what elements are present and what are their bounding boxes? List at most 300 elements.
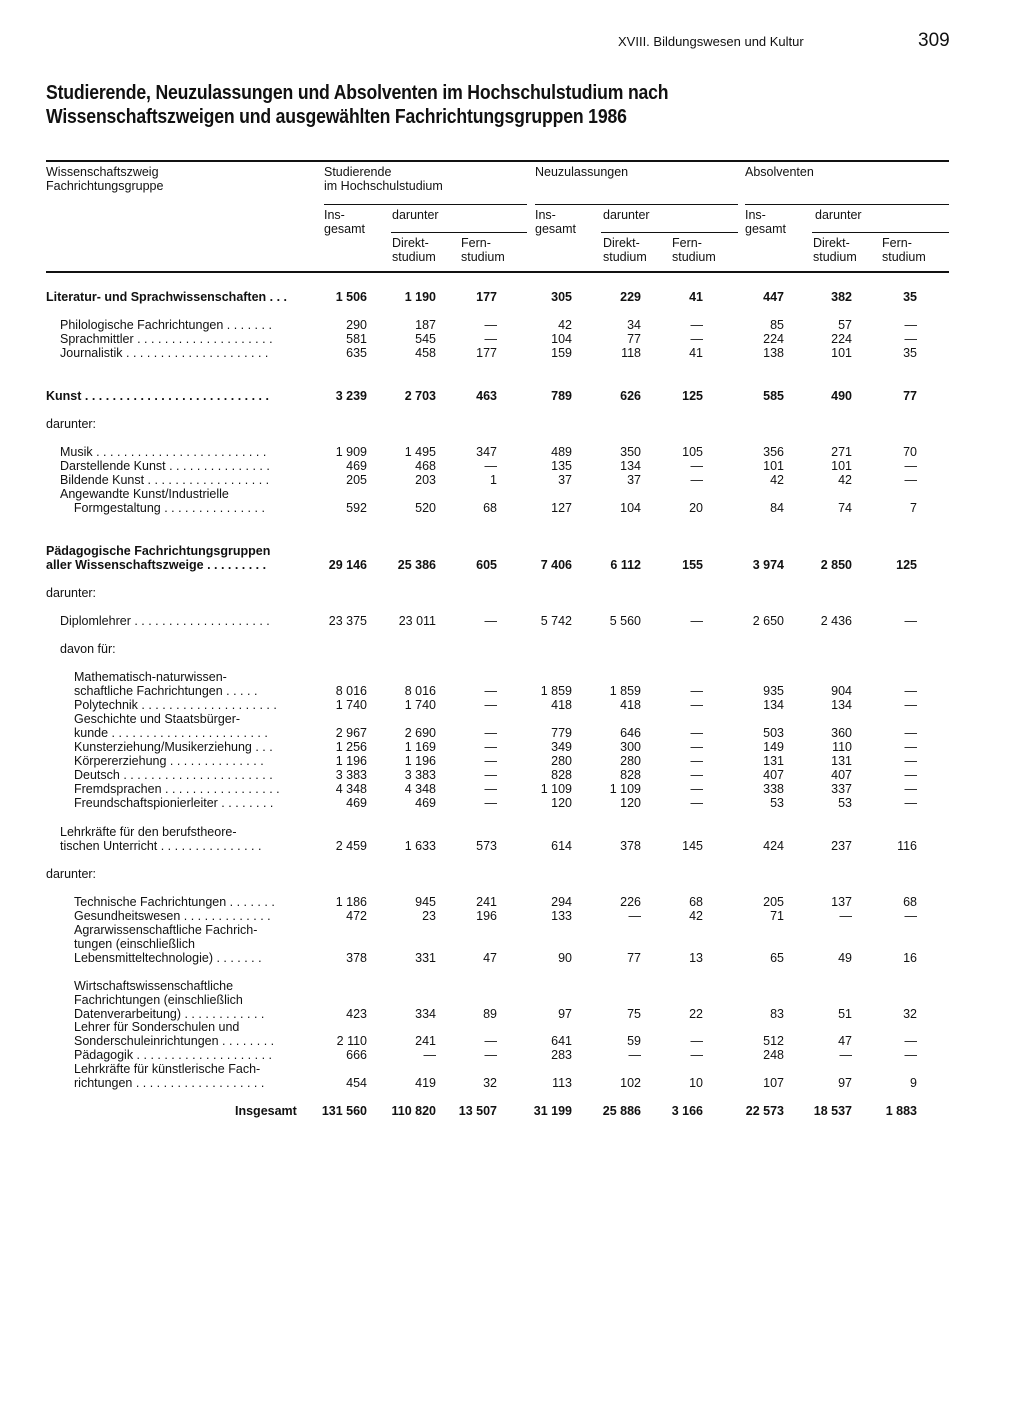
row-label: Lehrkräfte für den berufstheore- <box>60 825 237 839</box>
rule-group-2 <box>745 204 949 205</box>
cell-value: 107 <box>763 1076 784 1090</box>
row-label: Lehrkräfte für künstlerische Fach- <box>74 1062 261 1076</box>
title-line-2: Wissenschaftszweigen und ausgewählten Fachrichtungsgruppen 1986 <box>46 105 627 128</box>
cell-value: 5 560 <box>609 614 641 628</box>
cell-value: 331 <box>415 951 436 965</box>
cell-value: 196 <box>476 909 497 923</box>
cell-value: — <box>484 1048 497 1062</box>
cell-value: 51 <box>838 1007 852 1021</box>
cell-value: 42 <box>558 318 572 332</box>
cell-value: 337 <box>831 782 852 796</box>
insgesamt-header: Ins- gesamt <box>745 208 786 236</box>
cell-value: 83 <box>770 1007 784 1021</box>
insgesamt-header: Ins- gesamt <box>535 208 576 236</box>
cell-value: — <box>628 909 641 923</box>
cell-value: — <box>690 796 703 810</box>
title-line-1: Studierende, Neuzulassungen und Absolventen im Hochschulstudium nach <box>46 81 669 104</box>
cell-value: 7 <box>910 501 917 515</box>
cell-value: 47 <box>838 1034 852 1048</box>
cell-value: 42 <box>838 473 852 487</box>
cell-value: 1 909 <box>335 445 367 459</box>
cell-value: 3 383 <box>335 768 367 782</box>
cell-value: — <box>484 740 497 754</box>
cell-value: 84 <box>770 501 784 515</box>
cell-value: 89 <box>483 1007 497 1021</box>
cell-value: 131 560 <box>321 1104 367 1118</box>
cell-value: — <box>690 768 703 782</box>
cell-value: 13 <box>689 951 703 965</box>
rule-darunter-0 <box>391 232 527 233</box>
cell-value: 1 883 <box>885 1104 917 1118</box>
row-label: tischen Unterricht . . . . . . . . . . . . . . . <box>60 839 262 853</box>
cell-value: 104 <box>620 501 641 515</box>
cell-value: — <box>690 740 703 754</box>
cell-value: 338 <box>763 782 784 796</box>
cell-value: 2 110 <box>336 1034 367 1048</box>
cell-value: 1 859 <box>609 684 641 698</box>
cell-value: 4 348 <box>335 782 367 796</box>
cell-value: — <box>690 614 703 628</box>
cell-value: 9 <box>910 1076 917 1090</box>
page-number: 309 <box>918 30 950 51</box>
table-title <box>46 81 668 129</box>
cell-value: 134 <box>831 698 852 712</box>
cell-value: 35 <box>903 346 917 360</box>
cell-value: 71 <box>770 909 784 923</box>
cell-value: 646 <box>620 726 641 740</box>
cell-value: 135 <box>551 459 572 473</box>
fern-header: Fern- studium <box>461 236 505 264</box>
cell-value: 585 <box>763 389 784 403</box>
cell-value: 382 <box>831 290 852 304</box>
cell-value: 118 <box>621 346 641 360</box>
cell-value: 134 <box>763 698 784 712</box>
rule-group-1 <box>535 204 738 205</box>
cell-value: 13 507 <box>458 1104 497 1118</box>
rule-darunter-2 <box>812 232 949 233</box>
row-label: Kunst . . . . . . . . . . . . . . . . . . . . . . . . . . . <box>46 389 269 403</box>
cell-value: 3 239 <box>335 389 367 403</box>
cell-value: 280 <box>551 754 572 768</box>
cell-value: 113 <box>552 1076 572 1090</box>
group-header: Neuzulassungen <box>535 165 629 179</box>
cell-value: — <box>904 740 917 754</box>
insgesamt-header: Ins- gesamt <box>324 208 365 236</box>
cell-value: 2 850 <box>820 558 852 572</box>
cell-value: — <box>628 1048 641 1062</box>
cell-value: — <box>484 318 497 332</box>
cell-value: 418 <box>551 698 572 712</box>
cell-value: 149 <box>763 740 784 754</box>
cell-value: 2 459 <box>335 839 367 853</box>
cell-value: 1 859 <box>540 684 572 698</box>
cell-value: — <box>904 684 917 698</box>
cell-value: 294 <box>551 895 572 909</box>
cell-value: 1 196 <box>404 754 436 768</box>
cell-value: 77 <box>903 389 917 403</box>
cell-value: 419 <box>415 1076 436 1090</box>
cell-value: 85 <box>770 318 784 332</box>
cell-value: — <box>904 909 917 923</box>
cell-value: 37 <box>558 473 572 487</box>
cell-value: 271 <box>831 445 852 459</box>
cell-value: 1 506 <box>335 290 367 304</box>
cell-value: 545 <box>415 332 436 346</box>
cell-value: 49 <box>838 951 852 965</box>
row-label: Philologische Fachrichtungen . . . . . . . <box>60 318 272 332</box>
cell-value: 57 <box>838 318 852 332</box>
cell-value: 469 <box>415 796 436 810</box>
row-label: Körpererziehung . . . . . . . . . . . . . . <box>74 754 264 768</box>
cell-value: 59 <box>627 1034 641 1048</box>
cell-value: 2 690 <box>404 726 436 740</box>
row-label: Fachrichtungen (einschließlich <box>74 993 243 1007</box>
cell-value: 77 <box>627 332 641 346</box>
row-label: Mathematisch-naturwissen- <box>74 670 227 684</box>
cell-value: 378 <box>620 839 641 853</box>
cell-value: 68 <box>903 895 917 909</box>
cell-value: 423 <box>346 1007 367 1021</box>
cell-value: 224 <box>831 332 852 346</box>
row-label: kunde . . . . . . . . . . . . . . . . . . . . . . . <box>74 726 268 740</box>
cell-value: 305 <box>551 290 572 304</box>
direkt-header: Direkt- studium <box>392 236 436 264</box>
cell-value: 3 974 <box>752 558 784 572</box>
cell-value: 300 <box>620 740 641 754</box>
cell-value: 101 <box>763 459 784 473</box>
darunter-header: darunter <box>603 208 650 222</box>
cell-value: 53 <box>770 796 784 810</box>
cell-value: — <box>904 1034 917 1048</box>
cell-value: 47 <box>483 951 497 965</box>
cell-value: — <box>690 684 703 698</box>
row-label: Sprachmittler . . . . . . . . . . . . . . . . . . . . <box>60 332 273 346</box>
cell-value: — <box>690 754 703 768</box>
cell-value: 177 <box>476 346 497 360</box>
cell-value: 378 <box>346 951 367 965</box>
cell-value: — <box>690 473 703 487</box>
cell-value: — <box>484 459 497 473</box>
cell-value: 1 740 <box>335 698 367 712</box>
rule-group-0 <box>324 204 527 205</box>
rule-head-bottom <box>46 271 949 273</box>
row-label: Wirtschaftswissenschaftliche <box>74 979 234 993</box>
row-label: Diplomlehrer . . . . . . . . . . . . . . . . . . . . <box>60 614 270 628</box>
direkt-header: Direkt- studium <box>813 236 857 264</box>
cell-value: — <box>484 782 497 796</box>
cell-value: 469 <box>346 459 367 473</box>
cell-value: 828 <box>551 768 572 782</box>
row-label: Musik . . . . . . . . . . . . . . . . . . . . . . . . . <box>60 445 267 459</box>
cell-value: 454 <box>346 1076 367 1090</box>
cell-value: — <box>690 318 703 332</box>
cell-value: 1 169 <box>404 740 436 754</box>
row-label: darunter: <box>46 417 97 431</box>
cell-value: 789 <box>551 389 572 403</box>
cell-value: 101 <box>831 346 852 360</box>
row-label: Agrarwissenschaftliche Fachrich- <box>74 923 258 937</box>
cell-value: 41 <box>689 346 703 360</box>
cell-value: 581 <box>346 332 367 346</box>
cell-value: 472 <box>346 909 367 923</box>
cell-value: 1 196 <box>335 754 367 768</box>
darunter-header: darunter <box>815 208 862 222</box>
cell-value: 68 <box>689 895 703 909</box>
cell-value: 70 <box>903 445 917 459</box>
cell-value: — <box>484 768 497 782</box>
row-label: aller Wissenschaftszweige . . . . . . . . . <box>46 558 267 572</box>
cell-value: 205 <box>763 895 784 909</box>
row-label: tungen (einschließlich <box>74 937 195 951</box>
cell-value: 177 <box>476 290 497 304</box>
cell-value: 469 <box>346 796 367 810</box>
cell-value: 463 <box>476 389 497 403</box>
cell-value: 935 <box>763 684 784 698</box>
cell-value: 25 386 <box>397 558 436 572</box>
cell-value: 23 011 <box>398 614 436 628</box>
cell-value: — <box>904 473 917 487</box>
cell-value: — <box>484 726 497 740</box>
cell-value: 34 <box>627 318 641 332</box>
cell-value: 641 <box>551 1034 572 1048</box>
row-label: Geschichte und Staatsbürger- <box>74 712 241 726</box>
cell-value: 7 406 <box>540 558 572 572</box>
cell-value: 23 <box>422 909 436 923</box>
cell-value: — <box>423 1048 436 1062</box>
cell-value: 1 109 <box>609 782 641 796</box>
cell-value: 407 <box>831 768 852 782</box>
fern-header: Fern- studium <box>882 236 926 264</box>
cell-value: 418 <box>620 698 641 712</box>
cell-value: 1 256 <box>335 740 367 754</box>
row-label: Angewandte Kunst/Industrielle <box>60 487 229 501</box>
cell-value: 42 <box>689 909 703 923</box>
row-label: Lebensmitteltechnologie) . . . . . . . <box>74 951 262 965</box>
cell-value: — <box>690 698 703 712</box>
cell-value: — <box>484 684 497 698</box>
cell-value: 101 <box>831 459 852 473</box>
row-label: Darstellende Kunst . . . . . . . . . . . . . . . <box>60 459 270 473</box>
cell-value: 226 <box>620 895 641 909</box>
cell-value: 145 <box>682 839 703 853</box>
cell-value: 116 <box>897 839 917 853</box>
cell-value: 127 <box>551 501 572 515</box>
cell-value: 635 <box>346 346 367 360</box>
row-label: Bildende Kunst . . . . . . . . . . . . . . . . . . <box>60 473 270 487</box>
cell-value: — <box>904 459 917 473</box>
cell-value: 1 186 <box>335 895 367 909</box>
cell-value: — <box>904 614 917 628</box>
cell-value: 490 <box>831 389 852 403</box>
cell-value: 458 <box>415 346 436 360</box>
cell-value: 626 <box>620 389 641 403</box>
row-label: Gesundheitswesen . . . . . . . . . . . . . <box>74 909 271 923</box>
cell-value: 280 <box>620 754 641 768</box>
cell-value: 20 <box>689 501 703 515</box>
cell-value: 131 <box>831 754 852 768</box>
cell-value: 407 <box>763 768 784 782</box>
cell-value: 155 <box>682 558 703 572</box>
cell-value: 360 <box>831 726 852 740</box>
cell-value: 666 <box>346 1048 367 1062</box>
cell-value: 10 <box>689 1076 703 1090</box>
cell-value: 74 <box>838 501 852 515</box>
cell-value: 520 <box>415 501 436 515</box>
cell-value: 105 <box>682 445 703 459</box>
cell-value: 8 016 <box>404 684 436 698</box>
cell-value: 6 112 <box>610 558 641 572</box>
cell-value: 125 <box>682 389 703 403</box>
fern-header: Fern- studium <box>672 236 716 264</box>
row-label: Kunsterziehung/Musikerziehung . . . <box>74 740 273 754</box>
cell-value: — <box>904 754 917 768</box>
cell-value: 77 <box>627 951 641 965</box>
page-header-section: XVIII. Bildungswesen und Kultur <box>618 34 804 49</box>
cell-value: — <box>904 332 917 346</box>
cell-value: 8 016 <box>335 684 367 698</box>
cell-value: 75 <box>627 1007 641 1021</box>
row-label: Freundschaftspionierleiter . . . . . . . . <box>74 796 274 810</box>
cell-value: — <box>484 754 497 768</box>
cell-value: 22 <box>689 1007 703 1021</box>
cell-value: 350 <box>620 445 641 459</box>
cell-value: 2 967 <box>335 726 367 740</box>
cell-value: — <box>484 796 497 810</box>
row-label: Technische Fachrichtungen . . . . . . . <box>74 895 275 909</box>
cell-value: 779 <box>551 726 572 740</box>
row-label: schaftliche Fachrichtungen . . . . . <box>74 684 258 698</box>
cell-value: — <box>690 782 703 796</box>
cell-value: 347 <box>476 445 497 459</box>
row-label: Pädagogische Fachrichtungsgruppen <box>46 544 271 558</box>
cell-value: 102 <box>620 1076 641 1090</box>
cell-value: 229 <box>620 290 641 304</box>
cell-value: — <box>484 332 497 346</box>
cell-value: 53 <box>838 796 852 810</box>
cell-value: 120 <box>620 796 641 810</box>
cell-value: 1 <box>490 473 497 487</box>
cell-value: 23 375 <box>328 614 367 628</box>
cell-value: — <box>690 726 703 740</box>
cell-value: — <box>690 1034 703 1048</box>
rule-top <box>46 160 949 162</box>
cell-value: 31 199 <box>533 1104 572 1118</box>
row-label: darunter: <box>46 586 97 600</box>
cell-value: 283 <box>551 1048 572 1062</box>
cell-value: 334 <box>415 1007 436 1021</box>
cell-value: 503 <box>763 726 784 740</box>
cell-value: 205 <box>346 473 367 487</box>
cell-value: 41 <box>689 290 703 304</box>
row-label: Pädagogik . . . . . . . . . . . . . . . . . . . . <box>74 1048 272 1062</box>
row-label: Journalistik . . . . . . . . . . . . . . . . . . . . . <box>60 346 269 360</box>
row-label: Formgestaltung . . . . . . . . . . . . . . . <box>60 501 265 515</box>
cell-value: 110 <box>832 740 852 754</box>
row-label: Lehrer für Sonderschulen und <box>74 1020 240 1034</box>
cell-value: 159 <box>551 346 572 360</box>
cell-value: 1 633 <box>404 839 436 853</box>
cell-value: 18 537 <box>813 1104 852 1118</box>
cell-value: 904 <box>831 684 852 698</box>
cell-value: 35 <box>903 290 917 304</box>
cell-value: 489 <box>551 445 572 459</box>
row-label: Polytechnik . . . . . . . . . . . . . . . . . . . . <box>74 698 277 712</box>
cell-value: 468 <box>415 459 436 473</box>
cell-value: 125 <box>896 558 917 572</box>
cell-value: 828 <box>620 768 641 782</box>
cell-value: 1 740 <box>404 698 436 712</box>
cell-value: 3 383 <box>404 768 436 782</box>
row-label: Literatur- und Sprachwissenschaften . . . <box>46 290 288 304</box>
cell-value: 110 820 <box>391 1104 436 1118</box>
cell-value: 97 <box>838 1076 852 1090</box>
cell-value: — <box>690 1048 703 1062</box>
cell-value: 138 <box>763 346 784 360</box>
cell-value: 1 109 <box>540 782 572 796</box>
cell-value: — <box>484 1034 497 1048</box>
cell-value: 97 <box>558 1007 572 1021</box>
cell-value: 424 <box>763 839 784 853</box>
cell-value: 614 <box>551 839 572 853</box>
cell-value: 131 <box>763 754 784 768</box>
cell-value: — <box>484 698 497 712</box>
cell-value: 32 <box>483 1076 497 1090</box>
cell-value: 248 <box>763 1048 784 1062</box>
cell-value: 237 <box>831 839 852 853</box>
cell-value: — <box>690 332 703 346</box>
cell-value: 134 <box>620 459 641 473</box>
cell-value: 68 <box>483 501 497 515</box>
cell-value: 187 <box>415 318 436 332</box>
cell-value: 605 <box>476 558 497 572</box>
cell-value: — <box>839 1048 852 1062</box>
cell-value: 241 <box>476 895 497 909</box>
row-label: davon für: <box>60 642 116 656</box>
cell-value: 447 <box>763 290 784 304</box>
direkt-header: Direkt- studium <box>603 236 647 264</box>
cell-value: 2 436 <box>820 614 852 628</box>
cell-value: 592 <box>346 501 367 515</box>
cell-value: 42 <box>770 473 784 487</box>
cell-value: 137 <box>831 895 852 909</box>
cell-value: 203 <box>415 473 436 487</box>
cell-value: 120 <box>551 796 572 810</box>
cell-value: — <box>690 459 703 473</box>
row-label: Deutsch . . . . . . . . . . . . . . . . . . . . . . <box>74 768 273 782</box>
cell-value: — <box>904 782 917 796</box>
cell-value: 4 348 <box>404 782 436 796</box>
cell-value: 65 <box>770 951 784 965</box>
cell-value: 133 <box>551 909 572 923</box>
cell-value: 32 <box>903 1007 917 1021</box>
cell-value: 241 <box>415 1034 436 1048</box>
cell-value: — <box>904 726 917 740</box>
cell-value: — <box>904 1048 917 1062</box>
cell-value: 25 886 <box>602 1104 641 1118</box>
cell-value: 5 742 <box>540 614 572 628</box>
cell-value: 945 <box>415 895 436 909</box>
row-label: richtungen . . . . . . . . . . . . . . . . . . . <box>74 1076 265 1090</box>
row-label: Fremdsprachen . . . . . . . . . . . . . . . . . <box>74 782 280 796</box>
cell-value: 1 495 <box>404 445 436 459</box>
group-header: Absolventen <box>745 165 814 179</box>
cell-value: 1 190 <box>404 290 436 304</box>
stub-header: Wissenschaftszweig Fachrichtungsgruppe <box>46 165 164 193</box>
darunter-header: darunter <box>392 208 439 222</box>
cell-value: 29 146 <box>328 558 367 572</box>
cell-value: 2 703 <box>404 389 436 403</box>
row-label: Datenverarbeitung) . . . . . . . . . . . . <box>74 1007 265 1021</box>
